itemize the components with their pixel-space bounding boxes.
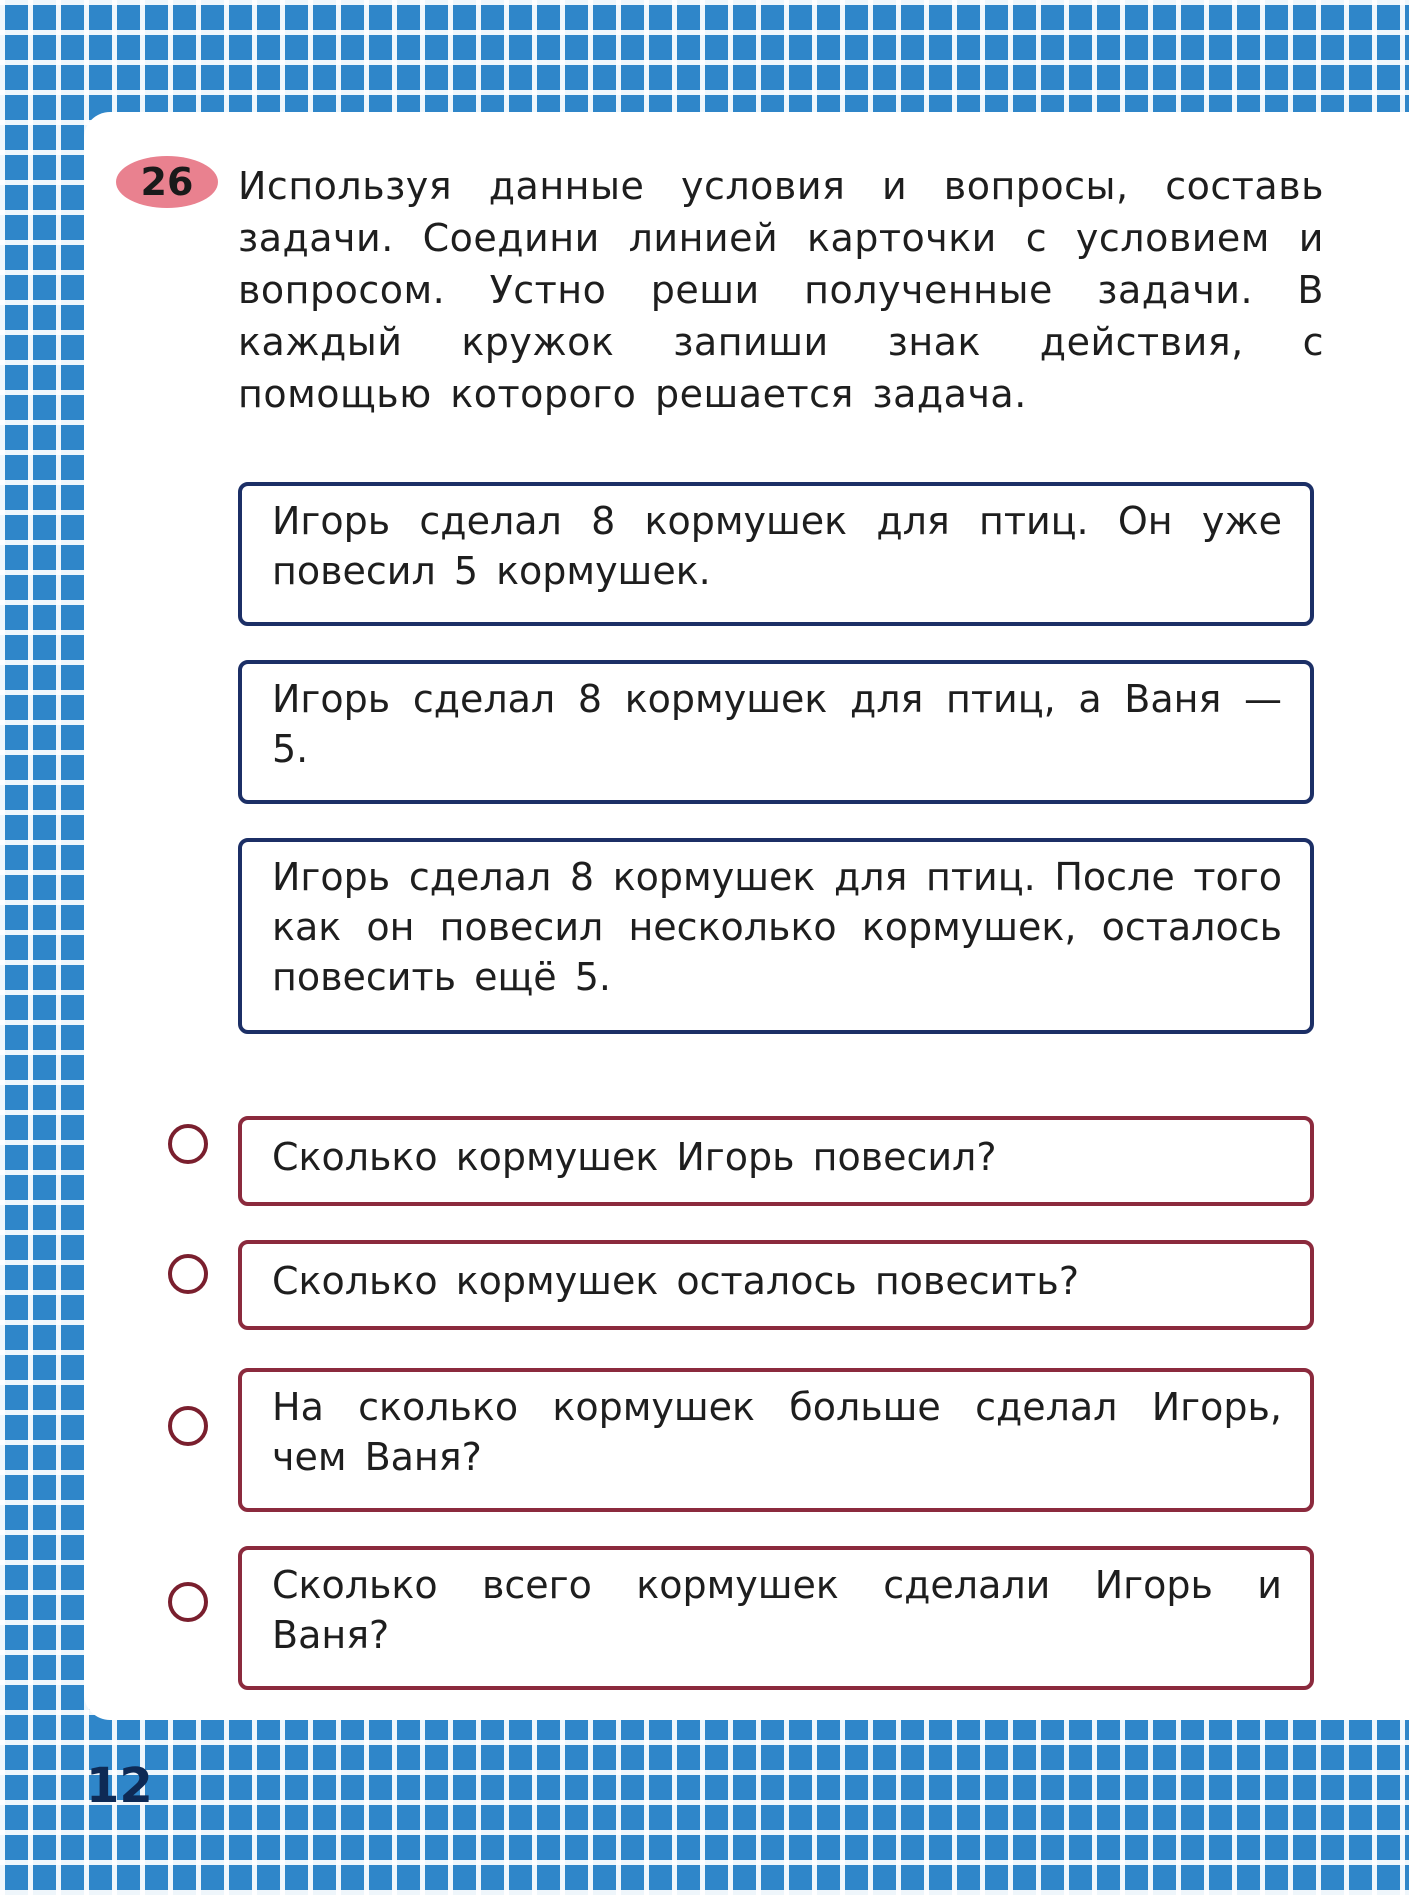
task-instruction: Используя данные условия и вопросы, составь задачи. Соедини линией карточки с условием и вопросом. Устно реши полученные задачи. В каждый кружок запиши знак действия, с помощью которого решается задача.: [238, 164, 1324, 416]
task-number-badge: 26: [116, 156, 218, 208]
operation-circle-4[interactable]: [168, 1582, 208, 1622]
question-card-4[interactable]: Сколько всего кормушек сделали Игорь и Ваня?: [238, 1546, 1314, 1690]
operation-circle-1[interactable]: [168, 1124, 208, 1164]
condition-card-1[interactable]: Игорь сделал 8 кормушек для птиц. Он уже повесил 5 кормушек.: [238, 482, 1314, 626]
page-number: 12: [86, 1758, 153, 1814]
operation-circle-3[interactable]: [168, 1406, 208, 1446]
question-card-2[interactable]: Сколько кормушек осталось повесить?: [238, 1240, 1314, 1330]
question-card-3[interactable]: На сколько кормушек больше сделал Игорь, чем Ваня?: [238, 1368, 1314, 1512]
question-card-1[interactable]: Сколько кормушек Игорь повесил?: [238, 1116, 1314, 1206]
condition-card-2[interactable]: Игорь сделал 8 кормушек для птиц, а Ваня — 5.: [238, 660, 1314, 804]
operation-circle-2[interactable]: [168, 1254, 208, 1294]
condition-card-3[interactable]: Игорь сделал 8 кормушек для птиц. После того как он повесил несколько кормушек, осталось повесить ещё 5.: [238, 838, 1314, 1034]
